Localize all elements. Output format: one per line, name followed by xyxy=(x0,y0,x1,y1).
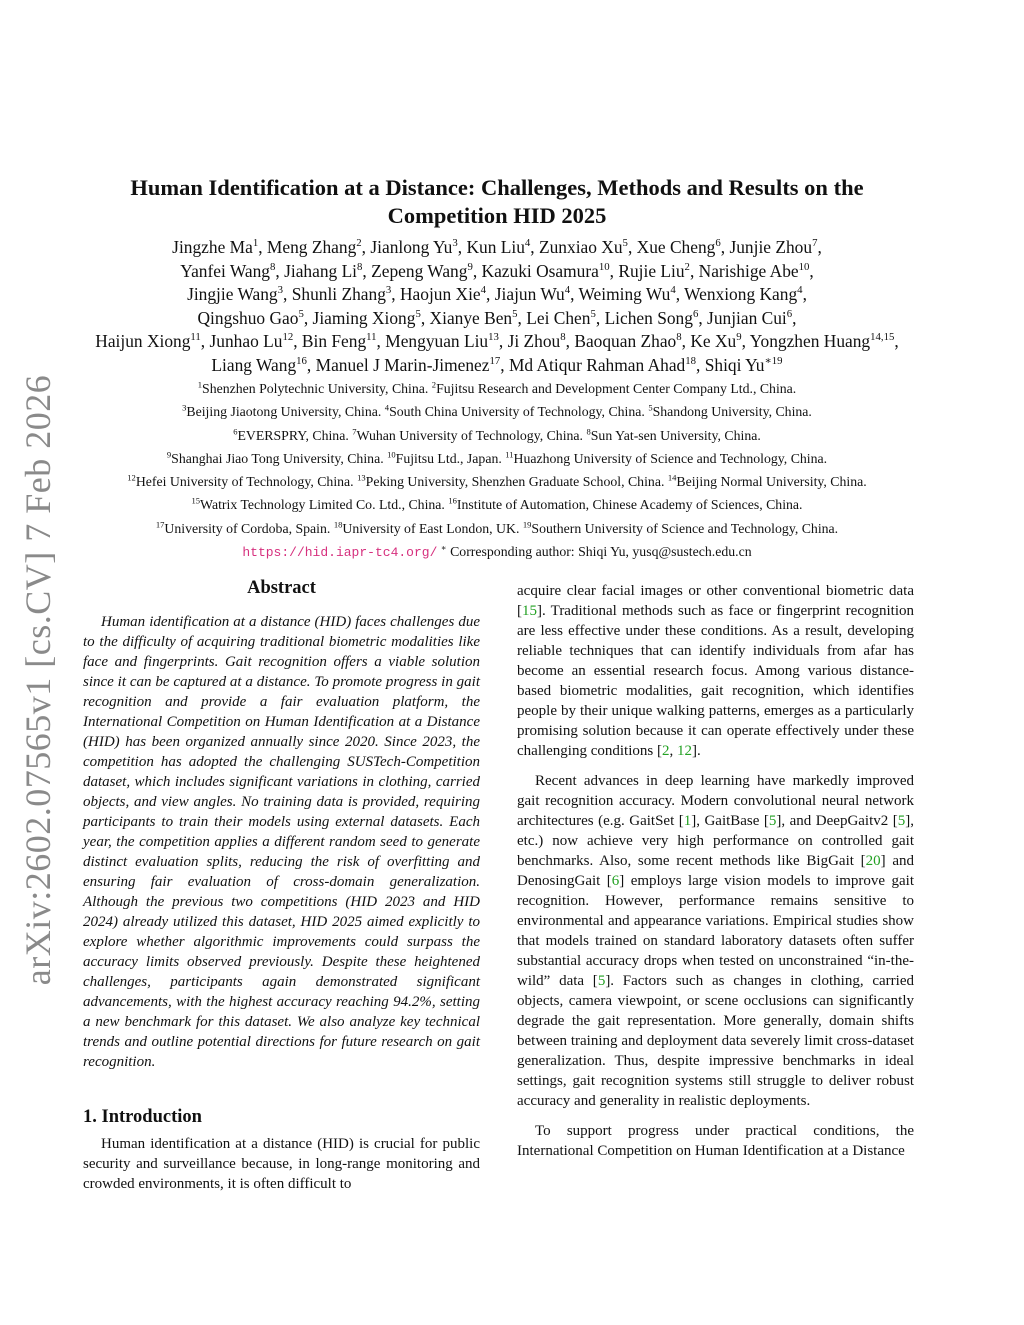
author-name: Jiaming Xiong xyxy=(312,307,416,328)
affiliation-text: Huazhong University of Science and Technology, China. xyxy=(513,450,828,466)
citation-link[interactable]: 20 xyxy=(865,853,881,869)
author-name: Narishige Abe xyxy=(698,260,799,281)
affiliation-text: Wuhan University of Technology, China. xyxy=(356,427,584,443)
author-affiliation-mark: ∗19 xyxy=(764,354,783,367)
author-name: Zunxiao Xu xyxy=(538,237,623,257)
author-name: Yanfei Wang xyxy=(180,260,270,281)
affiliation-number: 17 xyxy=(155,519,165,530)
citation-link[interactable]: 5 xyxy=(897,813,906,829)
author-name: Shiqi Yu xyxy=(704,354,765,375)
author-affiliation-mark: 4 xyxy=(564,284,571,297)
author-name: Ke Xu xyxy=(690,331,737,351)
author-name: Meng Zhang xyxy=(266,237,357,257)
author-affiliation-mark: 2 xyxy=(684,260,690,273)
affiliation-number: 1 xyxy=(197,379,203,390)
intro-heading: 1. Introduction xyxy=(83,1107,202,1127)
author-name: Bin Feng xyxy=(301,331,367,351)
affiliation-text: Beijing Jiaotong University, China. xyxy=(186,404,382,420)
affiliation-text: University of Cordoba, Spain. xyxy=(164,520,331,536)
author-affiliation-mark: 10 xyxy=(598,260,610,273)
affiliation-text: Fujitsu Research and Development Center Company Ltd., China. xyxy=(436,381,797,396)
author-affiliation-mark: 8 xyxy=(270,260,276,273)
affiliation-line xyxy=(80,470,914,493)
author-affiliation-mark: 9 xyxy=(736,331,742,344)
author-name: Jianlong Yu xyxy=(370,237,453,257)
affiliation-number: 14 xyxy=(667,472,677,483)
affiliation-text: Institute of Automation, Chinese Academy of Sciences, China. xyxy=(456,497,803,513)
corresponding-author: Corresponding author: Shiqi Yu, yusq@sustech.edu.cn xyxy=(450,544,752,560)
author-affiliation-mark: 6 xyxy=(692,307,699,320)
affiliation-number: 6 xyxy=(233,426,238,436)
affiliation-number: 11 xyxy=(505,449,514,460)
abstract-text: Human identification at a distance (HID) faces challenges due to the difficulty of acquiring traditional biometric modalities like face and fingerprints. Gait recognition offers a viable solution since it can be captured at a distance. To promote progress in gait recognition and provide a fair evaluation platform, the International Competition on Human Identification at a Distance (HID) has been organized annually since 2020. Since 2023, the competition has adopted the challenging SUSTech-Competition dataset, which includes significant variations in clothing, carried objects, and view angles. No training data is provided, requiring participants to train their models using external datasets. Each year, the competition applies a different random seed to generate distinct evaluation splits, reducing the risk of overfitting and ensuring fair evaluation of cross-domain generalization. Although the previous two competitions (HID 2023 and HID 2024) already utilized this dataset, HID 2025 aimed explicitly to explore whether algorithmic improvements could surpass the accuracy limits observed previously. Despite these heightened challenges, participants again demonstrated significant advancements, with the highest accuracy reaching 94.2%, setting a new benchmark for this dataset. We also analyze key technical trends and outline potential directions for future research on gait recognition. xyxy=(83,614,480,1070)
arxiv-label: arXiv:2602.07565v1 [cs.CV] 7 Feb 2026 xyxy=(18,374,58,986)
author-name: Xue Cheng xyxy=(636,237,716,257)
author-name: Qingshuo Gao xyxy=(197,307,299,328)
author-affiliation-mark: 5 xyxy=(415,307,421,320)
author-name: Mengyuan Liu xyxy=(385,331,489,351)
affiliation-line xyxy=(80,377,914,400)
author-name: Wenxiong Kang xyxy=(684,284,798,304)
author-affiliation-mark: 6 xyxy=(786,307,793,320)
author-name: Jiajun Wu xyxy=(494,284,565,304)
author-affiliation-mark: 8 xyxy=(560,331,566,344)
author-name: Weiming Wu xyxy=(578,284,671,304)
author-affiliation-mark: 2 xyxy=(356,237,362,250)
paper-title: Human Identification at a Distance: Challenges, Methods and Results on the Competition HID 2025 xyxy=(130,175,864,228)
author-affiliation-mark: 17 xyxy=(489,354,501,367)
author-list: Jingzhe Ma$^1$, Meng Zhang$^2$, Jianlong Yu$^3$, Kun Liu$^4$, Zunxiao Xu$^5$, Xue Cheng$^6$, Junjie Zhou$^7$, Yanfei Wang$^8$, Jiahang Li$^8$, Zepeng Wang$^9$, Kazuki Osamura$^{10}$, Rujie Liu$^2$, Narishige Abe$^{10}$, Jingjie Wang$^3$, Shunli Zhang$^3$, Haojun Xie$^4$, Jiajun Wu$^4$, Weiming Wu$^4$, Wenxiong Kang$^4$, Qingshuo Gao$^5$, Jiaming Xiong$^5$, Xianye Ben$^5$, Lei Chen$^5$, Lichen Song$^6$, Junjian Cui$^6$, Haijun Xiong$^{11}$, Junhao Lu$^{12}$, Bin Feng$^{11}$, Mengyuan Liu$^{13}$, Ji Zhou$^8$, Baoquan Zhao$^8$, Ke Xu$^9$, Yongzhen Huang$^{14,15}$, Liang Wang$^{16}$, Manuel J Marin-Jimenez$^{17}$, Md Atiqur Rahman Ahad$^{18}$, Shiqi $Yu^{∗19}$ xyxy=(95,237,899,375)
affiliation-text: Hefei University of Technology, China. xyxy=(135,474,354,490)
author-affiliation-mark: 6 xyxy=(715,237,721,250)
author-affiliation-mark: 9 xyxy=(467,260,473,273)
author-name: Rujie Liu xyxy=(618,260,685,281)
citation-link[interactable]: 12 xyxy=(676,743,692,759)
intro-paragraph: Human identification at a distance (HID) is crucial for public security and surveillance because, in long-range monitoring and crowded environments, it is often difficult to xyxy=(83,1136,480,1192)
affiliation-text: Beijing Normal University, China. xyxy=(676,474,867,490)
affiliation-number: 13 xyxy=(357,472,366,483)
author-affiliation-mark: 14,15 xyxy=(870,331,895,344)
author-affiliation-mark: 5 xyxy=(622,237,628,250)
author-name: Junjie Zhou xyxy=(729,237,813,257)
author-affiliation-mark: 4 xyxy=(670,284,676,297)
author-name: Yongzhen Huang xyxy=(749,331,871,351)
author-name: Shunli Zhang xyxy=(291,284,386,304)
contact-line xyxy=(80,540,914,564)
author-name: Lichen Song xyxy=(604,307,693,328)
affiliation-number: 9 xyxy=(166,449,172,460)
author-affiliation-mark: 3 xyxy=(277,284,283,297)
affiliation-number: 8 xyxy=(586,426,591,436)
author-name: Kun Liu xyxy=(466,237,525,257)
affiliation-line xyxy=(80,493,914,516)
author-name: Ji Zhou xyxy=(507,331,561,351)
author-name: Kazuki Osamura xyxy=(481,260,599,281)
citation-link[interactable]: 1 xyxy=(683,813,692,829)
author-name: Jingjie Wang xyxy=(187,284,278,304)
right-paragraph-3: To support progress under practical conditions, the International Competition on Human Identification at a Distance xyxy=(517,1123,914,1159)
author-affiliation-mark: 4 xyxy=(480,284,487,297)
affiliation-text: Southern University of Science and Technology, China. xyxy=(531,520,839,536)
author-name: Baoquan Zhao xyxy=(574,331,677,351)
affiliation-list xyxy=(80,377,914,564)
author-affiliation-mark: 8 xyxy=(676,331,682,344)
affiliation-text: Shanghai Jiao Tong University, China. xyxy=(171,450,384,466)
citation-link[interactable]: 2 xyxy=(661,743,670,759)
author-name: Zepeng Wang xyxy=(371,260,468,281)
arxiv-identifier xyxy=(14,374,62,986)
affiliation-text: Shenzhen Polytechnic University, China. xyxy=(202,381,429,396)
affiliation-number: 18 xyxy=(333,519,343,530)
author-affiliation-mark: 1 xyxy=(252,237,259,250)
affiliation-number: 15 xyxy=(191,495,201,506)
author-affiliation-mark: 10 xyxy=(798,260,810,273)
author-affiliation-mark: 5 xyxy=(590,307,596,320)
corresponding-mark: ∗ xyxy=(440,542,447,553)
affiliation-text: Sun Yat-sen University, China. xyxy=(590,427,761,443)
affiliation-number: 12 xyxy=(127,472,136,483)
author-affiliation-mark: 4 xyxy=(524,237,531,250)
author-name: Jiahang Li xyxy=(284,260,358,281)
affiliation-line xyxy=(80,447,914,470)
affiliation-line xyxy=(80,424,914,447)
affiliation-number: 16 xyxy=(448,495,457,506)
affiliation-line xyxy=(80,517,914,540)
author-affiliation-mark: 3 xyxy=(385,284,392,297)
affiliation-number: 10 xyxy=(387,449,396,460)
author-name: Xianye Ben xyxy=(429,307,513,328)
author-name: Jingzhe Ma xyxy=(172,237,253,257)
author-name: Junhao Lu xyxy=(209,331,283,351)
abstract-heading: Abstract xyxy=(247,578,316,598)
affiliation-text: Fujitsu Ltd., Japan. xyxy=(395,450,502,466)
author-affiliation-mark: 5 xyxy=(298,307,304,320)
affiliation-number: 3 xyxy=(182,402,187,413)
author-affiliation-mark: 12 xyxy=(282,331,294,344)
author-affiliation-mark: 4 xyxy=(797,284,803,297)
affiliation-text: South China University of Technology, China. xyxy=(389,404,645,420)
competition-link[interactable]: https://hid.iapr-tc4.org/ xyxy=(242,545,438,561)
affiliation-number: 2 xyxy=(431,379,437,390)
affiliation-text: Shandong University, China. xyxy=(652,404,812,420)
author-affiliation-mark: 3 xyxy=(452,237,458,250)
citation-link[interactable]: 5 xyxy=(597,973,606,989)
citation-link[interactable]: 6 xyxy=(611,873,620,889)
citation-link[interactable]: 5 xyxy=(768,813,777,829)
author-name: Junjian Cui xyxy=(707,307,787,328)
author-affiliation-mark: 11 xyxy=(190,331,201,344)
affiliation-text: Peking University, Shenzhen Graduate School, China. xyxy=(365,474,665,490)
author-affiliation-mark: 18 xyxy=(685,354,697,367)
affiliation-number: 7 xyxy=(352,426,357,436)
affiliation-number: 4 xyxy=(384,402,390,413)
author-affiliation-mark: 13 xyxy=(488,331,499,344)
author-name: Liang Wang xyxy=(211,354,297,375)
affiliation-text: EVERSPRY, China. xyxy=(237,427,349,443)
affiliation-text: Watrix Technology Limited Co. Ltd., China. xyxy=(200,497,445,513)
author-name: Haojun Xie xyxy=(400,284,481,304)
affiliation-number: 5 xyxy=(648,402,653,413)
author-affiliation-mark: 7 xyxy=(812,237,818,250)
author-name: Md Atiqur Rahman Ahad xyxy=(508,354,686,375)
author-affiliation-mark: 8 xyxy=(357,260,363,273)
right-paragraph-1: acquire clear facial images or other conventional biometric data [15]. Traditional methods such as face or fingerprint recognition are less effective under these conditions. As a result, developing reliable techniques that can identify individuals from afar has become an essential research focus. Among various distance-based biometric modalities, gait recognition, which identifies people by their unique walking patterns, emerges as a particularly promising solution because it can operate effectively under these challenging conditions [2, 12]. xyxy=(517,583,914,759)
author-affiliation-mark: 5 xyxy=(512,307,518,320)
author-name: Manuel J Marin-Jimenez xyxy=(315,354,490,375)
affiliation-text: University of East London, UK. xyxy=(342,520,520,536)
right-column xyxy=(517,581,914,1171)
author-name: Lei Chen xyxy=(526,307,591,328)
author-name: Haijun Xiong xyxy=(95,331,191,351)
right-paragraph-2: Recent advances in deep learning have markedly improved gait recognition accuracy. Modern convolutional neural network architectures (e.g. GaitSet [1], GaitBase [5], and DeepGaitv2 [5], etc.) now achieve very high performance on controlled gait benchmarks. Also, some recent methods like BigGait [20] and DenosingGait [6] employs large vision models to improve gait recognition. However, performance remains sensitive to environmental and appearance variations. Empirical studies show that models trained on standard laboratory datasets often suffer substantial accuracy drops when tested on unconstrained “in-the-wild” data [5]. Factors such as changes in clothing, carried objects, camera viewpoint, or scene occlusions can significantly degrade the gait representation. More generally, domain shifts between training and deployment data severely limit cross-dataset generalization. Thus, despite impressive benchmarks in ideal settings, gait recognition systems still struggle to deliver robust accuracy and generality in realistic deployments. xyxy=(517,773,914,1109)
affiliation-line xyxy=(80,400,914,423)
author-affiliation-mark: 11 xyxy=(366,331,377,344)
affiliation-number: 19 xyxy=(522,519,532,530)
citation-link[interactable]: 15 xyxy=(522,603,537,619)
author-affiliation-mark: 16 xyxy=(296,354,307,367)
